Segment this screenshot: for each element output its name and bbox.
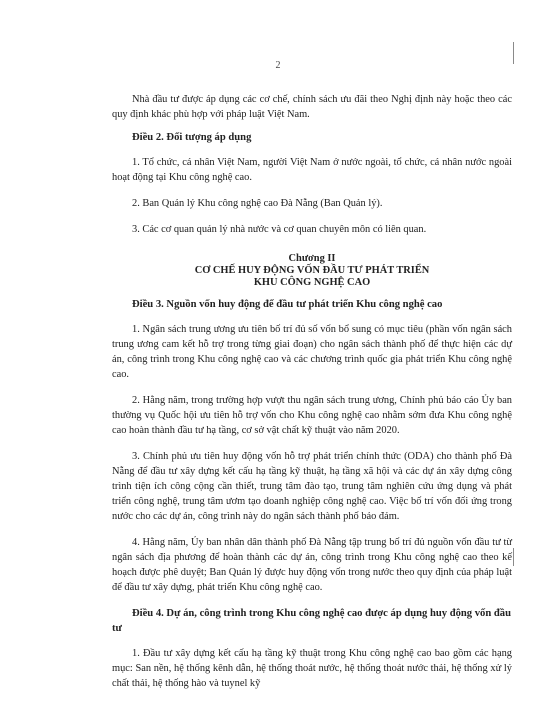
document-body xyxy=(112,92,512,702)
article-3-title: Điều 3. Nguồn vốn huy động để đầu tư phát triển Khu công nghệ cao xyxy=(132,299,443,310)
article-2-item-3: 3. Các cơ quan quản lý nhà nước và cơ quan chuyên môn có liên quan. xyxy=(132,224,427,235)
article-3-item-3: 3. Chính phủ ưu tiên huy động vốn hỗ trợ phát triển chính thức (ODA) cho thành phố Đà Nẵng để đầu tư xây dựng kết cấu hạ tầng kỹ thuật, hạ tầng xã hội và các dự án xây dựng công trình tiện ích công cộng cần thiết, trung tâm đào tạo, trung tâm nghiên cứu ứng dụng và phát triển công nghệ, trung tâm ươm tạo doanh nghiệp công nghệ cao. Việc bố trí vốn đối ứng trong nước cho các dự án, công trình này do ngân sách thành phố bảo đảm. xyxy=(112,451,512,522)
scan-edge-mark xyxy=(513,548,514,566)
article-2-item-2: 2. Ban Quản lý Khu công nghệ cao Đà Nẵng (Ban Quản lý). xyxy=(132,198,383,209)
article-4-title: Điều 4. Dự án, công trình trong Khu công nghệ cao được áp dụng huy động vốn đầu tư xyxy=(112,608,511,634)
article-2-title: Điều 2. Đối tượng áp dụng xyxy=(132,132,252,143)
article-3-item-4: 4. Hằng năm, Ủy ban nhân dân thành phố Đà Nẵng tập trung bố trí đủ nguồn vốn đầu tư từ ngân sách địa phương để hoàn thành các dự án, công trình trong Khu công nghệ cao theo kế hoạch được phê duyệt; Ban Quản lý được huy động vốn trong nước theo quy định của pháp luật để đầu tư xây dựng, phát triển Khu công nghệ cao. xyxy=(112,537,512,593)
article-4-item-1: 1. Đầu tư xây dựng kết cấu hạ tầng kỹ thuật trong Khu công nghệ cao bao gồm các hạng mục: San nền, hệ thống kênh dẫn, hệ thống thoát nước, hệ thống thoát nước thải, hệ thống xử lý chất thải, hệ thống hào và tuynel kỹ xyxy=(112,648,512,689)
chapter-title-line-1: CƠ CHẾ HUY ĐỘNG VỐN ĐẦU TƯ PHÁT TRIỂN xyxy=(194,265,430,276)
article-2-item-1: 1. Tổ chức, cá nhân Việt Nam, người Việt Nam ở nước ngoài, tổ chức, cá nhân nước ngoài hoạt động tại Khu công nghệ cao. xyxy=(112,157,512,183)
chapter-title-line-2: KHU CÔNG NGHỆ CAO xyxy=(253,277,371,288)
article-3-item-1: 1. Ngân sách trung ương ưu tiên bố trí đủ số vốn bổ sung có mục tiêu (phần vốn ngân sách trung ương cam kết hỗ trợ trong từng giai đoạn) cho ngân sách thành phố để thực hiện các dự án, công trình trong Khu công nghệ cao và các chương trình quốc gia phát triển Khu công nghệ cao. xyxy=(112,324,512,380)
article-3-item-2: 2. Hằng năm, trong trường hợp vượt thu ngân sách trung ương, Chính phủ báo cáo Ủy ban thường vụ Quốc hội ưu tiên hỗ trợ vốn cho Khu công nghệ cao nhằm sớm đưa Khu công nghệ cao hoàn thành đầu tư hạ tầng, cơ sở vật chất kỹ thuật vào năm 2020. xyxy=(112,395,512,436)
page-number: 2 xyxy=(275,60,281,71)
chapter-heading xyxy=(112,253,512,289)
intro-paragraph: Nhà đầu tư được áp dụng các cơ chế, chính sách ưu đãi theo Nghị định này hoặc theo các quy định khác phù hợp với pháp luật Việt Nam. xyxy=(112,94,512,120)
chapter-number: Chương II xyxy=(288,253,336,264)
